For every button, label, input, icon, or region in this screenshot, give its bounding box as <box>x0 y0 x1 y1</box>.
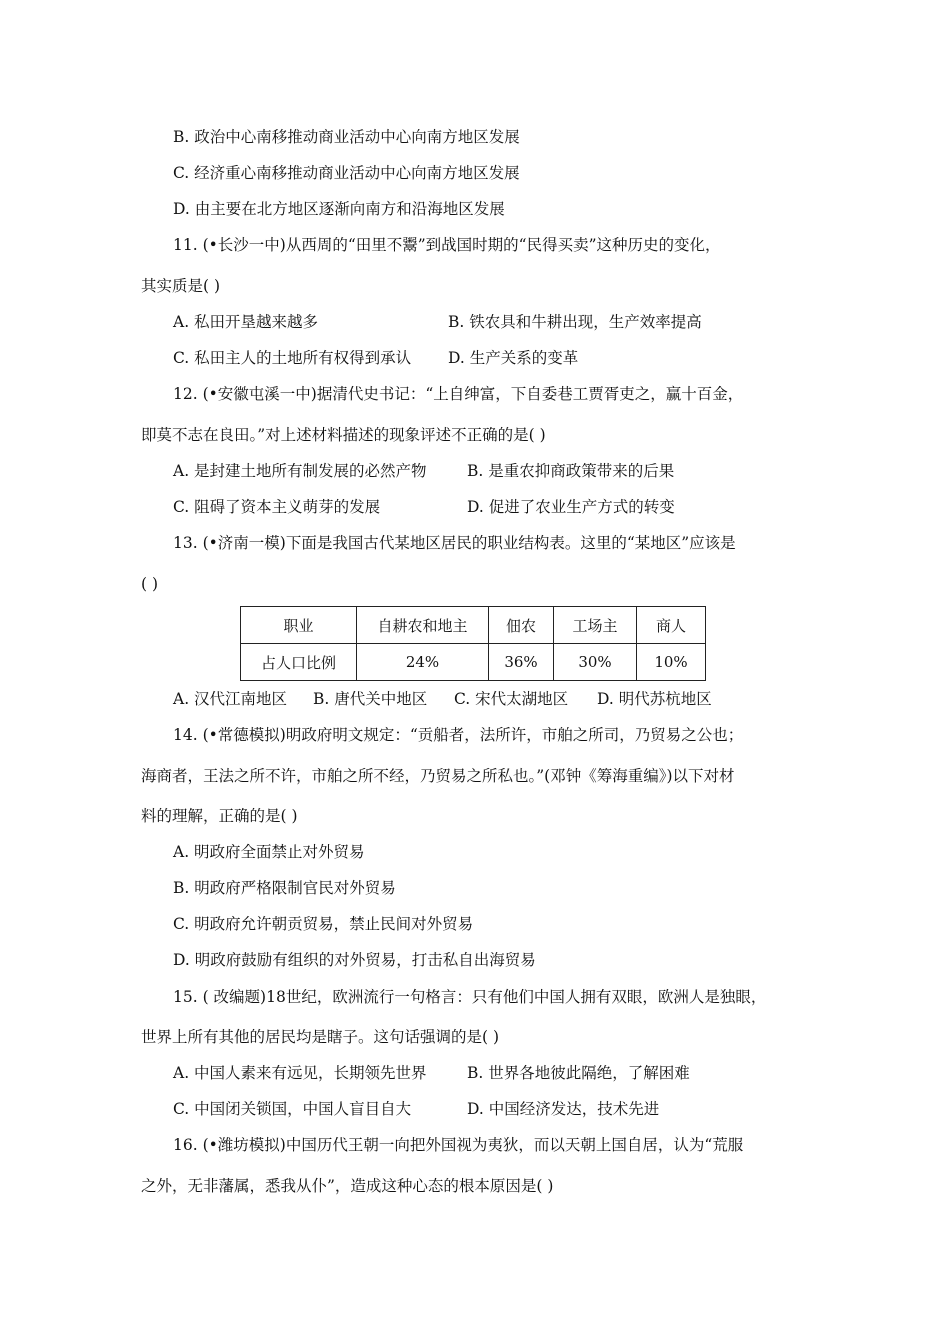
q12-option-a: A. 是封建土地所有制发展的必然产物 <box>173 462 427 480</box>
table-header-cell: 工场主 <box>554 607 637 644</box>
q13-option-b: B. 唐代关中地区 <box>313 690 428 708</box>
table-cell: 30% <box>554 644 637 681</box>
table-row <box>241 644 706 681</box>
table-cell: 24% <box>357 644 489 681</box>
q14-option-d: D. 明政府鼓励有组织的对外贸易，打击私自出海贸易 <box>173 951 536 969</box>
q12-stem-line-2: 即莫不志在良田。”对上述材料描述的现象评述不正确的是( ) <box>141 426 546 444</box>
q15-option-b: B. 世界各地彼此隔绝，了解困难 <box>467 1064 690 1082</box>
q13-stem-line-1: 13. (•济南一模)下面是我国古代某地区居民的职业结构表。这里的“某地区”应该是 <box>173 534 736 552</box>
q11-option-a: A. 私田开垦越来越多 <box>173 313 319 331</box>
q13-option-d: D. 明代苏杭地区 <box>597 690 712 708</box>
q10-option-b: B. 政治中心南移推动商业活动中心向南方地区发展 <box>173 128 520 146</box>
q11-stem-line-1: 11. (•长沙一中)从西周的“田里不鬻”到战国时期的“民得买卖”这种历史的变化， <box>173 236 721 254</box>
table-header-row <box>241 607 706 644</box>
q12-option-b: B. 是重农抑商政策带来的后果 <box>467 462 675 480</box>
table-header-cell: 自耕农和地主 <box>357 607 489 644</box>
q13-option-a: A. 汉代江南地区 <box>173 690 288 708</box>
table-header-cell: 职业 <box>241 607 357 644</box>
q14-option-b: B. 明政府严格限制官民对外贸易 <box>173 879 396 897</box>
q10-option-d: D. 由主要在北方地区逐渐向南方和沿海地区发展 <box>173 200 505 218</box>
q15-option-a: A. 中国人素来有远见，长期领先世界 <box>173 1064 427 1082</box>
table-cell: 36% <box>489 644 554 681</box>
q11-option-c: C. 私田主人的土地所有权得到承认 <box>173 349 412 367</box>
q13-stem-line-2: ( ) <box>141 575 159 593</box>
q10-option-c: C. 经济重心南移推动商业活动中心向南方地区发展 <box>173 164 520 182</box>
q14-option-c: C. 明政府允许朝贡贸易，禁止民间对外贸易 <box>173 915 474 933</box>
q14-stem-line-2: 海商者，王法之所不许，市舶之所不经，乃贸易之所私也。”(邓钟《筹海重编》)以下对材 <box>141 767 735 785</box>
q16-stem-line-2: 之外，无非藩属，悉我从仆”，造成这种心态的根本原因是( ) <box>141 1177 554 1195</box>
q12-option-c: C. 阻碍了资本主义萌芽的发展 <box>173 498 381 516</box>
table-cell: 10% <box>637 644 706 681</box>
table-header-cell: 佃农 <box>489 607 554 644</box>
q15-option-c: C. 中国闭关锁国，中国人盲目自大 <box>173 1100 412 1118</box>
q14-stem-line-3: 料的理解，正确的是( ) <box>141 807 298 825</box>
q11-option-d: D. 生产关系的变革 <box>448 349 579 367</box>
q11-option-b: B. 铁农具和牛耕出现，生产效率提高 <box>448 313 702 331</box>
table-cell: 占人口比例 <box>241 644 357 681</box>
table-header-cell: 商人 <box>637 607 706 644</box>
q13-option-c: C. 宋代太湖地区 <box>454 690 569 708</box>
q15-stem-line-1: 15. ( 改编题)18世纪，欧洲流行一句格言：只有他们中国人拥有双眼，欧洲人是独眼， <box>173 988 767 1006</box>
q15-stem-line-2: 世界上所有其他的居民均是瞎子。这句话强调的是( ) <box>141 1028 500 1046</box>
q14-option-a: A. 明政府全面禁止对外贸易 <box>173 843 365 861</box>
q12-stem-line-1: 12. (•安徽屯溪一中)据清代史书记：“上自绅富，下自委巷工贾胥吏之，赢十百金， <box>173 385 744 403</box>
q14-stem-line-1: 14. (•常德模拟)明政府明文规定：“贡船者，法所许，市舶之所司，乃贸易之公也； <box>173 726 744 744</box>
q15-option-d: D. 中国经济发达，技术先进 <box>467 1100 660 1118</box>
q16-stem-line-1: 16. (•潍坊模拟)中国历代王朝一向把外国视为夷狄，而以天朝上国自居，认为“荒服 <box>173 1136 744 1154</box>
q11-stem-line-2: 其实质是( ) <box>141 277 221 295</box>
q12-option-d: D. 促进了农业生产方式的转变 <box>467 498 675 516</box>
occupation-table <box>240 606 706 681</box>
